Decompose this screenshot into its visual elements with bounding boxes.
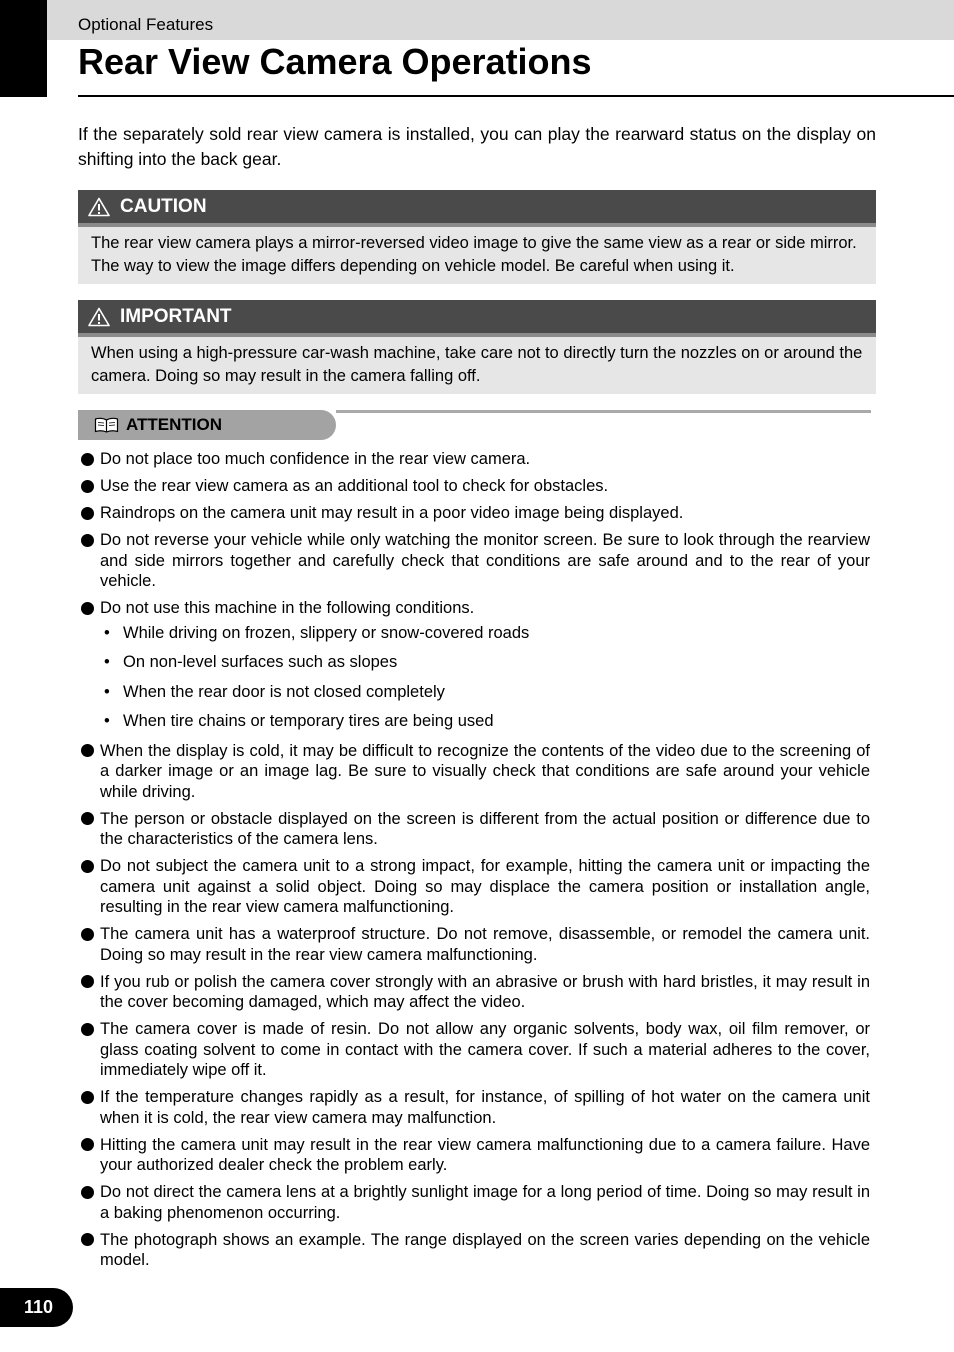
bullet-icon bbox=[81, 860, 94, 873]
list-item: If you rub or polish the camera cover strongly with an abrasive or brush with hard bristles, it may result in the cover becoming damaged, which may affect the video. bbox=[80, 972, 870, 1013]
list-item: Do not use this machine in the following conditions. • While driving on frozen, slippery or snow-covered roads • On non-level surfaces such as slopes • When the rear door is not closed completely • When tire chains or temporary tires are being used bbox=[80, 598, 870, 732]
warning-triangle-icon bbox=[88, 197, 110, 217]
chapter-tab bbox=[0, 0, 47, 97]
bullet-icon bbox=[81, 975, 94, 988]
caution-label: CAUTION bbox=[120, 196, 207, 217]
page-number: 110 bbox=[0, 1288, 73, 1327]
list-item: Do not subject the camera unit to a strong impact, for example, hitting the camera unit or impacting the camera unit against a solid object. Doing so may displace the camera position or installation angle, resulting in the rear view camera malfunctioning. bbox=[80, 856, 870, 918]
bullet-icon bbox=[81, 812, 94, 825]
list-item: Hitting the camera unit may result in the rear view camera malfunctioning due to a camera failure. Have your authorized dealer check the problem early. bbox=[80, 1135, 870, 1176]
sub-list-item: • On non-level surfaces such as slopes bbox=[104, 653, 398, 671]
bullet-icon bbox=[81, 744, 94, 757]
sub-list-item: • While driving on frozen, slippery or snow-covered roads bbox=[104, 623, 530, 642]
page-title: Rear View Camera Operations bbox=[78, 41, 592, 82]
caution-box bbox=[78, 190, 876, 284]
bullet-icon bbox=[81, 1138, 94, 1151]
important-box bbox=[78, 300, 876, 394]
caution-text: The rear view camera plays a mirror-reversed video image to give the same view as a rear or side mirror. The way to view the image differs depending on vehicle model. Be careful when using it. bbox=[78, 227, 876, 284]
list-item: The camera unit has a waterproof structure. Do not remove, disassemble, or remodel the camera unit. Doing so may result in the rear view camera malfunctioning. bbox=[80, 924, 870, 965]
conditions-list bbox=[100, 623, 870, 732]
bullet-icon bbox=[81, 1023, 94, 1036]
important-text: When using a high-pressure car-wash machine, take care not to directly turn the nozzles on or around the camera. Doing so may result in the camera falling off. bbox=[78, 337, 876, 394]
bullet-icon bbox=[81, 602, 94, 615]
bullet-icon bbox=[81, 1233, 94, 1246]
bullet-icon bbox=[81, 1091, 94, 1104]
attention-header bbox=[78, 410, 336, 440]
intro-paragraph: If the separately sold rear view camera is installed, you can play the rearward status on the display on shifting into the back gear. bbox=[78, 124, 876, 169]
list-item: The person or obstacle displayed on the screen is different from the actual position or difference due to the characteristics of the camera lens. bbox=[80, 809, 870, 850]
attention-rule bbox=[336, 410, 871, 413]
caution-header bbox=[78, 190, 876, 227]
important-header bbox=[78, 300, 876, 337]
bullet-icon bbox=[81, 480, 94, 493]
bullet-icon bbox=[81, 507, 94, 520]
bullet-icon bbox=[81, 1186, 94, 1199]
list-item: The photograph shows an example. The range displayed on the screen varies depending on the vehicle model. bbox=[80, 1230, 870, 1271]
title-underline bbox=[78, 95, 954, 97]
bullet-icon bbox=[81, 928, 94, 941]
list-item: Raindrops on the camera unit may result in a poor video image being displayed. bbox=[80, 503, 870, 524]
open-book-icon bbox=[94, 417, 119, 433]
sub-list-item: • When tire chains or temporary tires are being used bbox=[104, 712, 494, 730]
attention-list bbox=[80, 449, 870, 1277]
section-label: Optional Features bbox=[78, 15, 214, 34]
list-item: Use the rear view camera as an additional tool to check for obstacles. bbox=[80, 476, 870, 497]
important-label: IMPORTANT bbox=[120, 306, 232, 327]
warning-triangle-icon bbox=[88, 307, 110, 327]
list-item: If the temperature changes rapidly as a result, for instance, of spilling of hot water on the camera unit when it is cold, the rear view camera may malfunction. bbox=[80, 1087, 870, 1128]
bullet-icon bbox=[81, 453, 94, 466]
list-item: The camera cover is made of resin. Do not allow any organic solvents, body wax, oil film remover, or glass coating solvent to come in contact with the camera cover. If such a material adheres to the cover, immediately wipe off it. bbox=[80, 1019, 870, 1081]
list-item: Do not reverse your vehicle while only watching the monitor screen. Be sure to look through the rearview and side mirrors together and carefully check that conditions are safe around and to the rear of your vehicle. bbox=[80, 530, 870, 592]
list-item: Do not direct the camera lens at a brightly sunlight image for a long period of time. Doing so may result in a baking phenomenon occurring. bbox=[80, 1182, 870, 1223]
list-item: Do not place too much confidence in the rear view camera. bbox=[80, 449, 870, 470]
attention-label: ATTENTION bbox=[126, 415, 223, 434]
list-item: When the display is cold, it may be difficult to recognize the contents of the video due to the screening of a darker image or an image lag. Be sure to visually check that conditions are safe around your vehicle while driving. bbox=[80, 741, 870, 803]
sub-list-item: • When the rear door is not closed completely bbox=[104, 682, 445, 701]
bullet-icon bbox=[81, 534, 94, 547]
